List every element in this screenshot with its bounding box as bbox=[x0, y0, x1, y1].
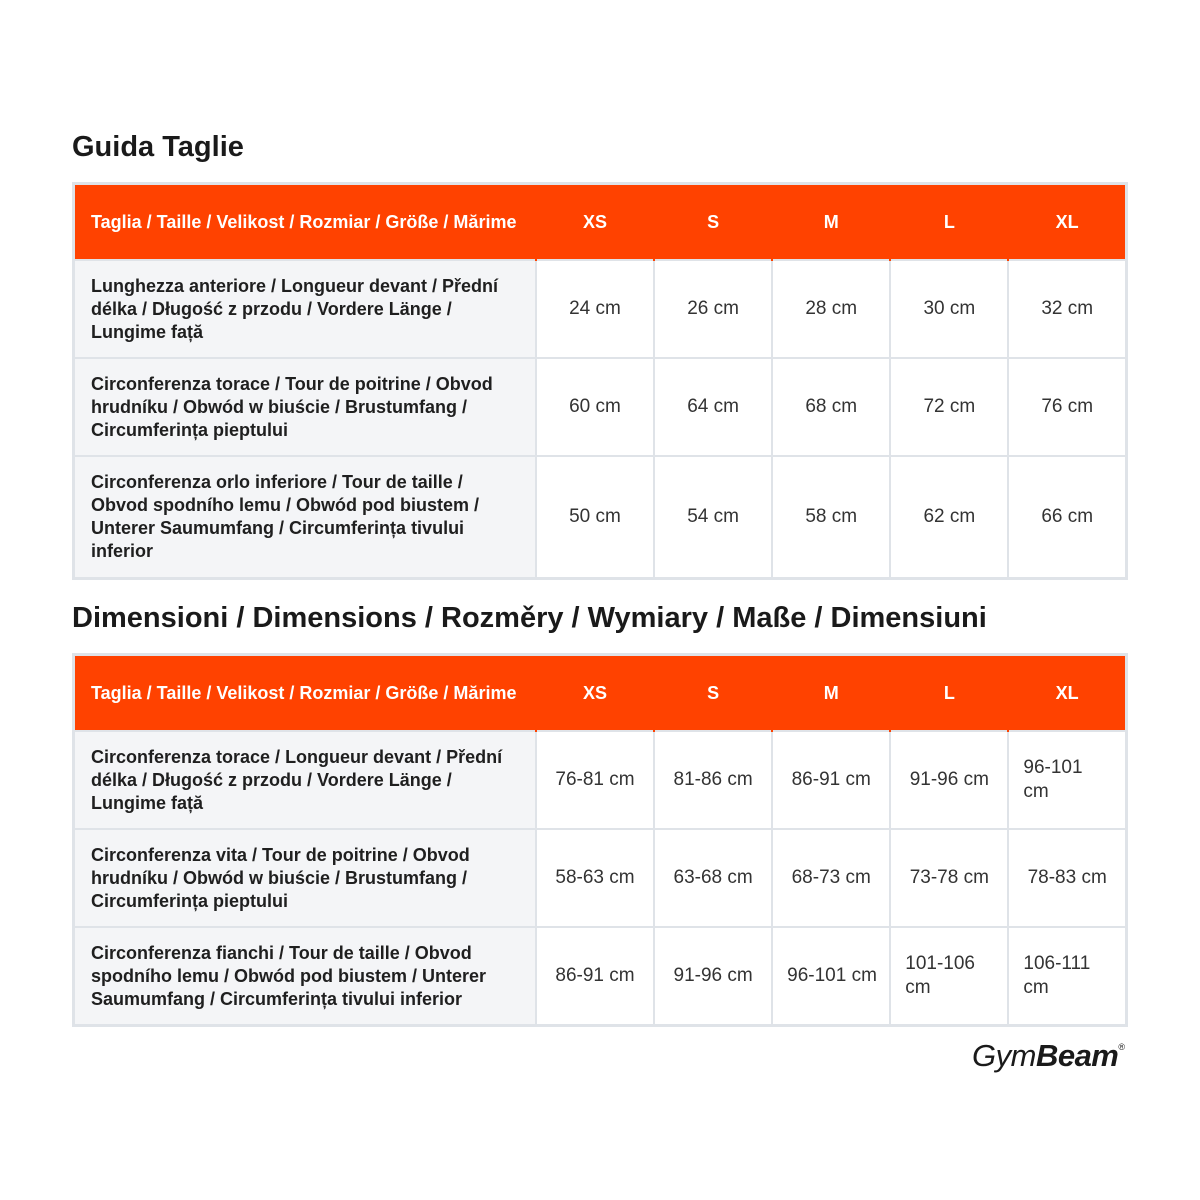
table-row bbox=[74, 358, 1127, 456]
value-cell: 76-81 cm bbox=[536, 731, 654, 829]
value-cell: 24 cm bbox=[536, 260, 654, 358]
dimensions-title: Dimensioni / Dimensions / Rozměry / Wymiary / Maße / Dimensiuni bbox=[72, 602, 987, 634]
table-header-row bbox=[74, 655, 1127, 732]
value-cell: 91-96 cm bbox=[654, 927, 772, 1026]
table-row bbox=[74, 829, 1127, 927]
value-cell: 86-91 cm bbox=[772, 731, 890, 829]
value-cell: 30 cm bbox=[890, 260, 1008, 358]
value-cell: 58-63 cm bbox=[536, 829, 654, 927]
value-cell: 91-96 cm bbox=[890, 731, 1008, 829]
value-cell: 62 cm bbox=[890, 456, 1008, 579]
value-cell: 32 cm bbox=[1008, 260, 1126, 358]
logo-text-light: Gym bbox=[972, 1038, 1036, 1073]
table-header-row bbox=[74, 184, 1127, 261]
value-cell: 96-101 cm bbox=[772, 927, 890, 1026]
header-size-s: S bbox=[654, 655, 772, 732]
value-cell: 72 cm bbox=[890, 358, 1008, 456]
table-row bbox=[74, 927, 1127, 1026]
table-row bbox=[74, 260, 1127, 358]
header-size-xl: XL bbox=[1008, 655, 1126, 732]
row-label: Lunghezza anteriore / Longueur devant / Přední délka / Długość z przodu / Vordere Länge / Lungime față bbox=[74, 260, 536, 358]
value-cell: 68 cm bbox=[772, 358, 890, 456]
value-cell: 60 cm bbox=[536, 358, 654, 456]
header-size-label: Taglia / Taille / Velikost / Rozmiar / Größe / Mărime bbox=[74, 184, 536, 261]
value-cell: 76 cm bbox=[1008, 358, 1126, 456]
size-guide-title: Guida Taglie bbox=[72, 131, 244, 163]
row-label: Circonferenza torace / Tour de poitrine / Obvod hrudníku / Obwód w biuście / Brustumfang / Circumferința pieptului bbox=[74, 358, 536, 456]
value-cell: 81-86 cm bbox=[654, 731, 772, 829]
row-label: Circonferenza torace / Longueur devant / Přední délka / Długość z przodu / Vordere Länge / Lungime față bbox=[74, 731, 536, 829]
header-size-l: L bbox=[890, 184, 1008, 261]
logo-text-bold: Beam bbox=[1035, 1038, 1119, 1073]
value-cell: 101-106 cm bbox=[890, 927, 1008, 1026]
value-cell: 73-78 cm bbox=[890, 829, 1008, 927]
value-cell: 68-73 cm bbox=[772, 829, 890, 927]
header-size-label: Taglia / Taille / Velikost / Rozmiar / Größe / Mărime bbox=[74, 655, 536, 732]
value-cell: 86-91 cm bbox=[536, 927, 654, 1026]
row-label: Circonferenza orlo inferiore / Tour de taille / Obvod spodního lemu / Obwód pod biustem / Unterer Saumumfang / Circumferința tivului inferior bbox=[74, 456, 536, 579]
value-cell: 78-83 cm bbox=[1008, 829, 1126, 927]
dimensions-table bbox=[72, 653, 1128, 1027]
header-size-s: S bbox=[654, 184, 772, 261]
value-cell: 66 cm bbox=[1008, 456, 1126, 579]
value-cell: 26 cm bbox=[654, 260, 772, 358]
registered-mark: ® bbox=[1118, 1042, 1125, 1052]
header-size-xs: XS bbox=[536, 184, 654, 261]
header-size-m: M bbox=[772, 655, 890, 732]
value-cell: 96-101 cm bbox=[1008, 731, 1126, 829]
value-cell: 28 cm bbox=[772, 260, 890, 358]
value-cell: 106-111 cm bbox=[1008, 927, 1126, 1026]
header-size-xl: XL bbox=[1008, 184, 1126, 261]
header-size-xs: XS bbox=[536, 655, 654, 732]
table-row bbox=[74, 731, 1127, 829]
header-size-l: L bbox=[890, 655, 1008, 732]
header-size-m: M bbox=[772, 184, 890, 261]
row-label: Circonferenza fianchi / Tour de taille / Obvod spodního lemu / Obwód pod biustem / Unterer Saumumfang / Circumferința tivului inferior bbox=[74, 927, 536, 1026]
value-cell: 50 cm bbox=[536, 456, 654, 579]
value-cell: 64 cm bbox=[654, 358, 772, 456]
row-label: Circonferenza vita / Tour de poitrine / Obvod hrudníku / Obwód w biuście / Brustumfang / Circumferința pieptului bbox=[74, 829, 536, 927]
value-cell: 58 cm bbox=[772, 456, 890, 579]
gymbeam-logo bbox=[972, 1038, 1125, 1074]
table-row bbox=[74, 456, 1127, 579]
value-cell: 63-68 cm bbox=[654, 829, 772, 927]
size-guide-table bbox=[72, 182, 1128, 580]
value-cell: 54 cm bbox=[654, 456, 772, 579]
